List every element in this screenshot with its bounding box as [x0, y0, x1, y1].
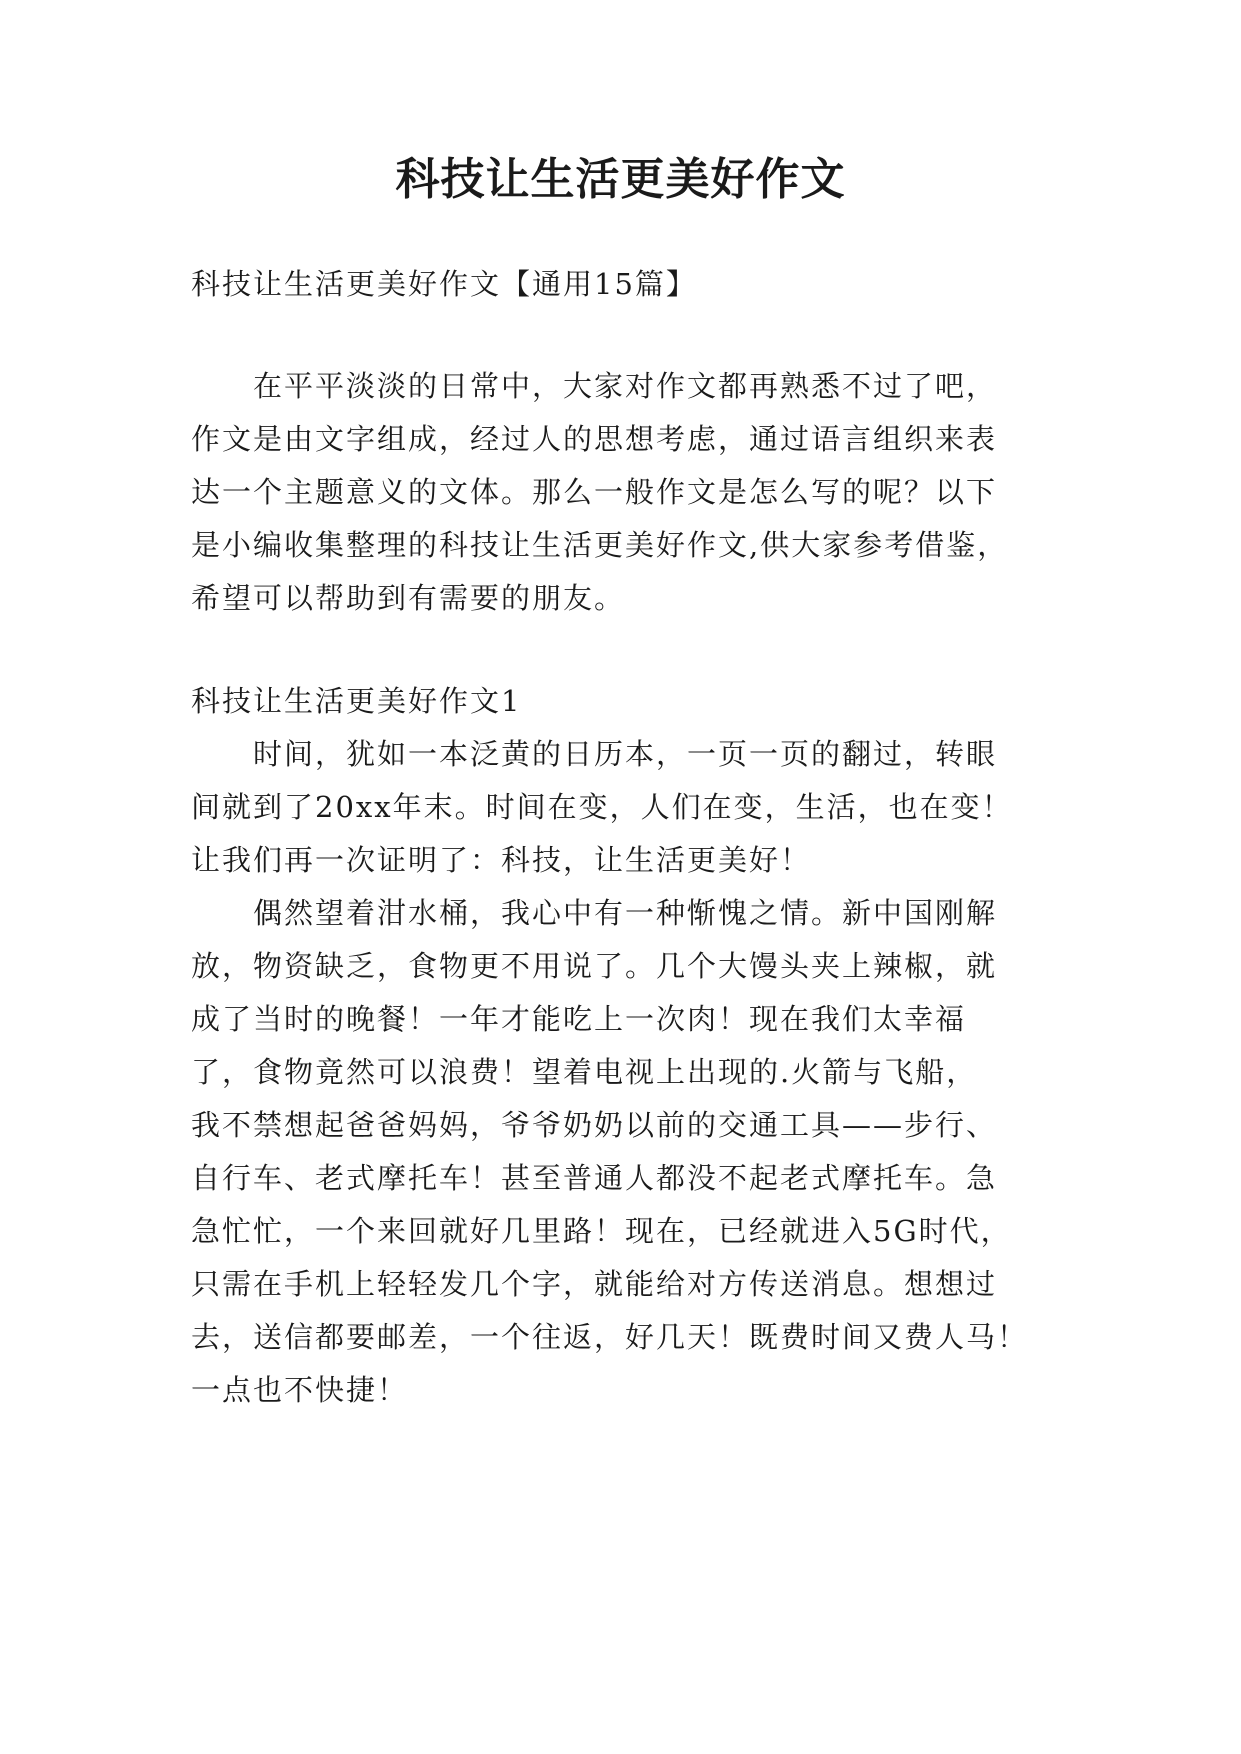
paragraph-line: 放，物资缺乏，食物更不用说了。几个大馒头夹上辣椒，就 — [191, 949, 998, 983]
paragraph-line: 了，食物竟然可以浪费！望着电视上出现的.火箭与飞船， — [191, 1055, 978, 1089]
intro-line: 希望可以帮助到有需要的朋友。 — [191, 581, 626, 615]
document-subtitle: 科技让生活更美好作文【通用15篇】 — [191, 267, 697, 301]
intro-line: 是小编收集整理的科技让生活更美好作文,供大家参考借鉴， — [191, 528, 1009, 562]
intro-line: 作文是由文字组成，经过人的思想考虑，通过语言组织来表 — [191, 422, 998, 456]
paragraph-line: 成了当时的晚餐！一年才能吃上一次肉！现在我们太幸福 — [191, 1002, 967, 1036]
paragraph-line: 间就到了20xx年末。时间在变，人们在变，生活，也在变！ — [191, 790, 1013, 824]
document-title: 科技让生活更美好作文 — [395, 154, 846, 205]
intro-line: 达一个主题意义的文体。那么一般作文是怎么写的呢？以下 — [191, 475, 998, 509]
paragraph-line: 让我们再一次证明了：科技，让生活更美好！ — [191, 843, 812, 877]
paragraph-line: 去，送信都要邮差，一个往返，好几天！既费时间又费人马！ — [191, 1320, 1029, 1354]
intro-line: 在平平淡淡的日常中，大家对作文都再熟悉不过了吧， — [191, 369, 998, 403]
paragraph-line: 我不禁想起爸爸妈妈，爷爷奶奶以前的交通工具——步行、 — [191, 1108, 998, 1142]
paragraph-line: 自行车、老式摩托车！甚至普通人都没不起老式摩托车。急 — [191, 1161, 998, 1195]
section-heading: 科技让生活更美好作文1 — [191, 684, 522, 718]
paragraph-line: 时间，犹如一本泛黄的日历本，一页一页的翻过，转眼 — [191, 737, 998, 771]
paragraph-line: 急忙忙，一个来回就好几里路！现在，已经就进入5G时代， — [191, 1214, 1012, 1248]
paragraph-line: 一点也不快捷！ — [191, 1373, 409, 1407]
paragraph-line: 只需在手机上轻轻发几个字，就能给对方传送消息。想想过 — [191, 1267, 998, 1301]
paragraph-line: 偶然望着泔水桶，我心中有一种惭愧之情。新中国刚解 — [191, 896, 998, 930]
